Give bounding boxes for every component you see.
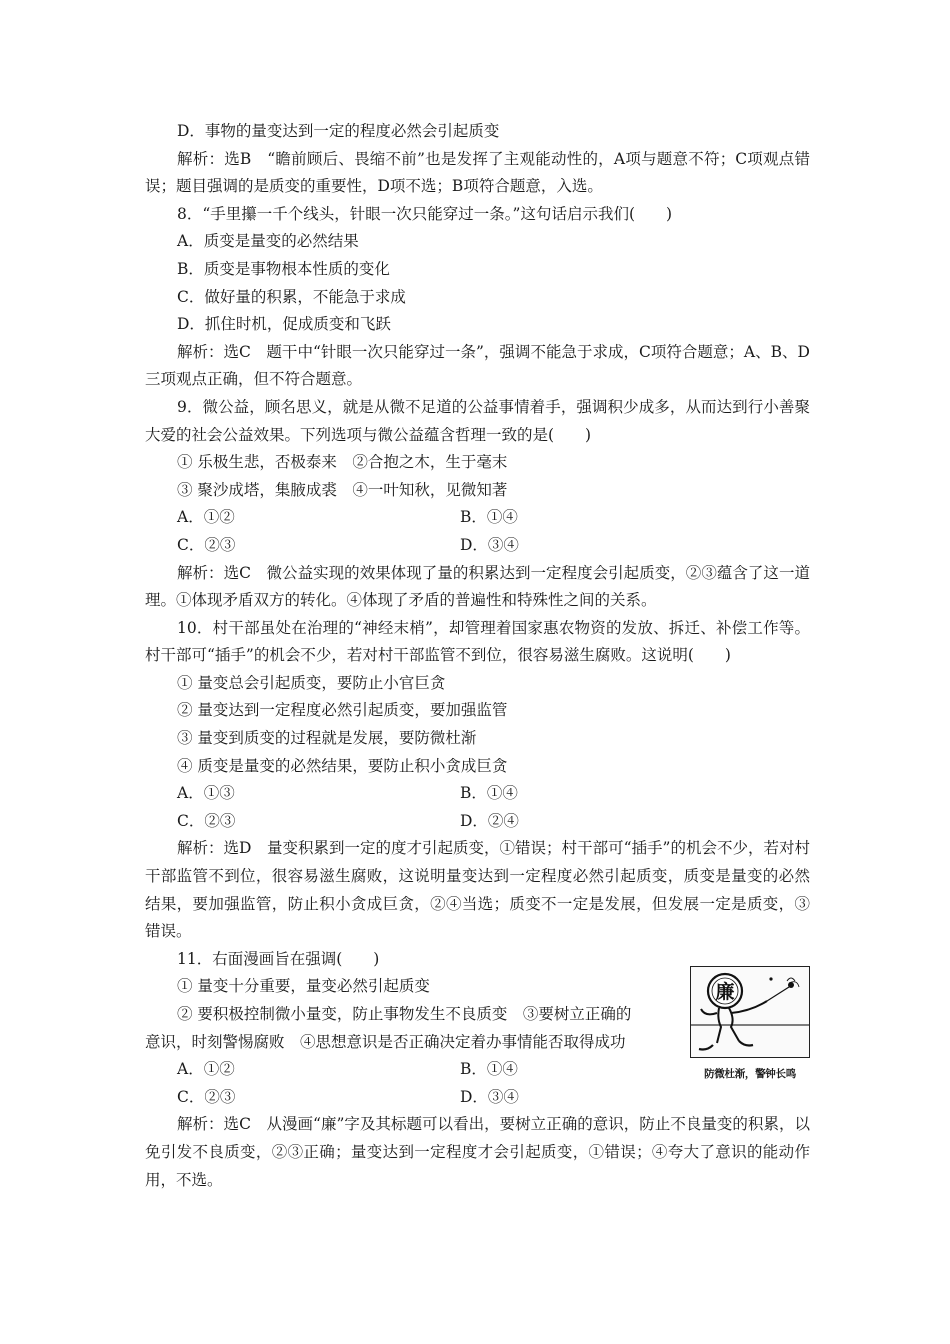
cartoon-illustration <box>691 967 809 1057</box>
q9-statements-1: ① 乐极生悲，否极泰来 ②合抱之木，生于毫末 <box>177 453 508 472</box>
q11-explanation: 解析：选C 从漫画“廉”字及其标题可以看出，要树立正确的意识，防止不良量变的积累，以免引发不良质变，②③正确；量变达到一定程度才会引起质变，①错误；④夸大了意识的能动作用，不选。 <box>145 1115 810 1189</box>
q10-option-b: B．①④ <box>460 784 518 803</box>
q10-options-row-2 <box>145 808 810 836</box>
q8-option-a: A．质变是量变的必然结果 <box>177 232 359 251</box>
q11-option-a: A．①② <box>177 1060 235 1079</box>
q8-option-c: C．做好量的积累，不能急于求成 <box>177 287 406 306</box>
q8-stem: 8．“手里攥一千个线头，针眼一次只能穿过一条。”这句话启示我们( ) <box>177 204 673 223</box>
q9-option-a: A．①② <box>177 508 235 527</box>
cartoon-caption: 防微杜渐，警钟长鸣 <box>704 1067 796 1080</box>
q9-option-d: D．③④ <box>460 535 519 554</box>
q8-option-d: D．抓住时机，促成质变和飞跃 <box>177 315 391 334</box>
q10-options-row-1 <box>145 780 810 808</box>
q9-options-row-1 <box>145 504 810 532</box>
q7-explanation: 解析：选B “瞻前顾后、畏缩不前”也是发挥了主观能动性的，A项与题意不符；C项观点错误；题目强调的是质变的重要性，D项不选；B项符合题意，入选。 <box>145 149 810 196</box>
q11-statement-2-line-2: 意识，时刻警惕腐败 ④思想意识是否正确决定着办事情能否取得成功 <box>145 1032 626 1051</box>
q9-statements-2: ③ 聚沙成塔，集腋成裘 ④一叶知秋，见微知著 <box>177 480 508 499</box>
q10-statement-3: ③ 量变到质变的过程就是发展，要防微杜渐 <box>177 729 477 748</box>
q9-stem: 9．微公益，顾名思义，就是从微不足道的公益事情着手，强调积少成多，从而达到行小善聚大爱的社会公益效果。下列选项与微公益蕴含哲理一致的是( ) <box>145 397 810 444</box>
q10-option-d: D．②④ <box>460 811 519 830</box>
q11-option-b: B．①④ <box>460 1060 518 1079</box>
cartoon-sign-text: 廉 <box>715 980 735 1003</box>
q8-option-b: B．质变是事物根本性质的变化 <box>177 259 390 278</box>
q9-explanation: 解析：选C 微公益实现的效果体现了量的积累达到一定程度会引起质变，②③蕴含了这一道理。①体现矛盾双方的转化。④体现了矛盾的普遍性和特殊性之间的关系。 <box>145 563 810 610</box>
q10-explanation: 解析：选D 量变积累到一定的度才引起质变，①错误；村干部可“插手”的机会不少，若对村干部监管不到位，很容易滋生腐败，这说明量变达到一定程度必然引起质变，质变是量变的必然结果，要加强监管，防止积小贪成巨贪，②④当选；质变不一定是发展，但发展一定是质变，③错误。 <box>145 839 810 941</box>
cartoon-frame <box>690 966 810 1058</box>
q11-option-c: C．②③ <box>177 1087 236 1106</box>
q9-option-c: C．②③ <box>177 535 236 554</box>
q11-statement-2-line-1: ② 要积极控制微小量变，防止事物发生不良质变 ③要树立正确的 <box>177 1005 632 1023</box>
q10-option-a: A．①③ <box>177 784 235 803</box>
q7-option-d: D．事物的量变达到一定的程度必然会引起质变 <box>177 122 500 140</box>
q10-stem: 10．村干部虽处在治理的“神经末梢”，却管理着国家惠农物资的发放、拆迁、补偿工作等。村干部可“插手”的机会不少，若对村干部监管不到位，很容易滋生腐败。这说明( ) <box>145 618 810 665</box>
q11-statement-1: ① 量变十分重要，量变必然引起质变 <box>177 977 430 996</box>
q8-explanation: 解析：选C 题干中“针眼一次只能穿过一条”，强调不能急于求成，C项符合题意；A、B、D三项观点正确，但不符合题意。 <box>145 342 810 389</box>
q10-statement-1: ① 量变总会引起质变，要防止小官巨贪 <box>177 673 446 692</box>
q9-option-b: B．①④ <box>460 508 518 527</box>
document-page <box>145 118 810 1194</box>
q11-block <box>145 946 810 1194</box>
q11-stem: 11．右面漫画旨在强调( ) <box>177 949 380 968</box>
q10-option-c: C．②③ <box>177 811 236 830</box>
cartoon-figure <box>690 966 810 1084</box>
q10-statement-2: ② 量变达到一定程度必然引起质变，要加强监管 <box>177 701 508 720</box>
q10-statement-4: ④ 质变是量变的必然结果，要防止积小贪成巨贪 <box>177 756 508 775</box>
q11-option-d: D．③④ <box>460 1087 519 1106</box>
q9-options-row-2 <box>145 532 810 560</box>
